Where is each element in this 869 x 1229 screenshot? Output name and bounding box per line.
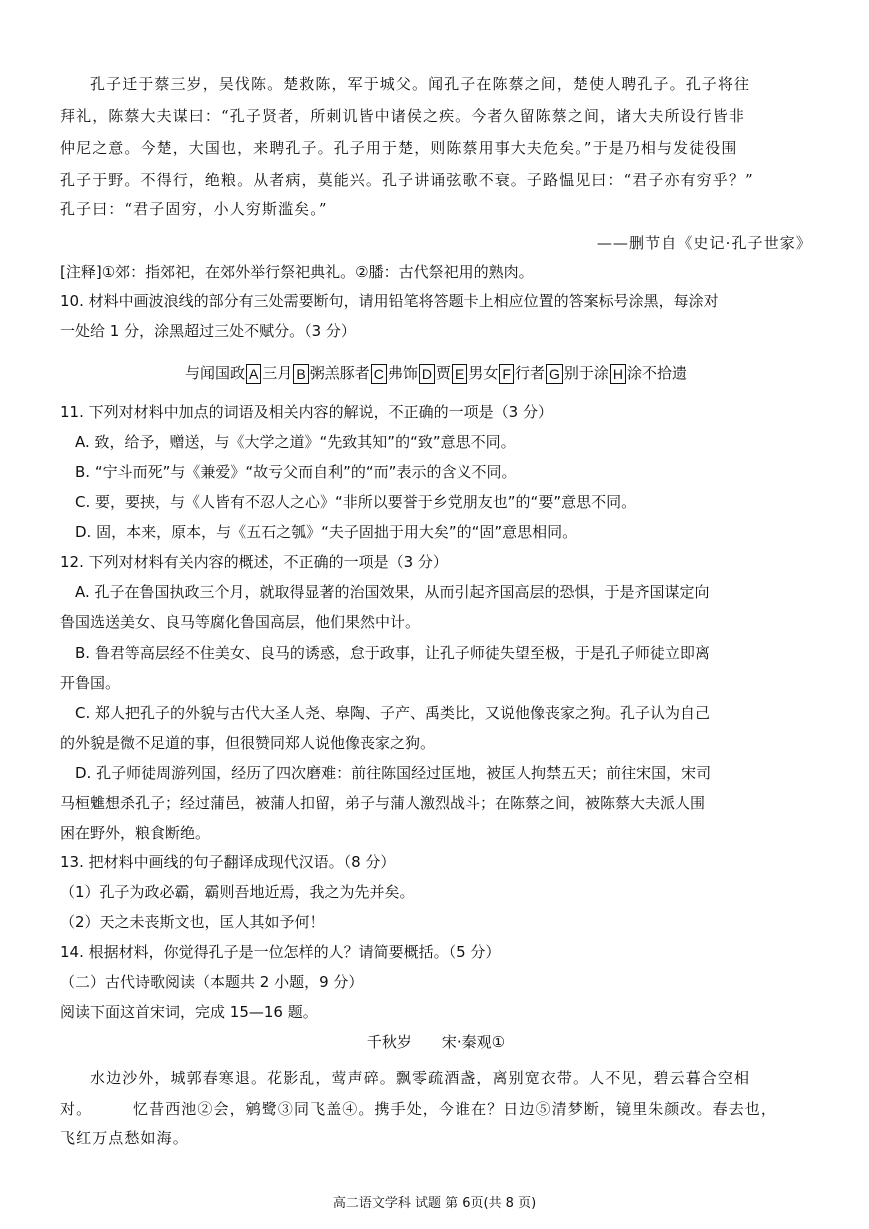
q10-option-box-e[interactable]: E: [452, 364, 467, 384]
passage-line: 孔子于野。不得行，绝粮。从者病，莫能兴。孔子讲诵弦歌不衰。子路愠见曰：“君子亦有穷乎？”: [60, 171, 754, 189]
q12-option-line: 鲁国选送美女、良马等腐化鲁国高层，他们果然中计。: [60, 613, 421, 631]
poem-line: 水边沙外，城郭春寒退。花影乱，莺声碎。飘零疏酒盏，离别宽衣带。人不见，碧云暮合空相: [90, 1069, 751, 1087]
q10-option-box-a[interactable]: A: [246, 364, 261, 384]
section-intro: 阅读下面这首宋词，完成 15—16 题。: [60, 1003, 318, 1021]
passage-line: 孔子曰：“君子固穷，小人穷斯滥矣。”: [60, 200, 328, 218]
q11-option-d: D. 固，本来，原本，与《五石之瓠》“夫子固拙于用大矣”的“固”意思相同。: [75, 523, 578, 541]
q10-stem-line: 一处给 1 分，涂黑超过三处不赋分。（3 分）: [60, 322, 356, 340]
q12-option-line: C. 郑人把孔子的外貌与古代大圣人尧、皋陶、子产、禹类比，又说他像丧家之狗。孔子认为自己: [75, 704, 711, 722]
passage-line: 仲尼之意。今楚，大国也，来聘孔子。孔子用于楚，则陈蔡用事大夫危矣。”于是乃相与发徒役围: [60, 139, 738, 157]
section-heading: （二）古代诗歌阅读（本题共 2 小题，9 分）: [60, 973, 364, 991]
q10-option-box-f[interactable]: F: [499, 364, 514, 384]
q12-option-line: 马桓魋想杀孔子；经过蒲邑，被蒲人扣留，弟子与蒲人激烈战斗；在陈蔡之间，被陈蔡大夫派人围: [60, 794, 706, 812]
q13-item: （1）孔子为政必霸，霸则吾地近焉，我之为先并矣。: [60, 883, 415, 901]
q12-option-line: D. 孔子师徒周游列国，经历了四次磨难：前往陈国经过匡地，被匡人拘禁五天；前往宋国，宋司: [75, 764, 712, 782]
q10-option-box-c[interactable]: C: [371, 364, 387, 384]
annotation-note: [注释]①郊：指郊祀，在郊外举行祭祀典礼。②膰：古代祭祀用的熟肉。: [60, 263, 534, 281]
q10-segment: 别于涂: [563, 364, 609, 382]
page-footer: 高二语文学科 试题 第 6页(共 8 页): [332, 1196, 537, 1211]
q12-option-line: 的外貌是微不足道的事，但很赞同郑人说他像丧家之狗。: [60, 734, 436, 752]
q10-answer-row: [60, 362, 812, 384]
q10-option-box-h[interactable]: H: [610, 364, 626, 384]
q13-item: （2）天之未丧斯文也，匡人其如予何！: [60, 913, 325, 931]
passage-source: ——删节自《史记·孔子世家》: [596, 234, 812, 252]
q10-segment: 行者: [514, 364, 545, 382]
q12-option-line: A. 孔子在鲁国执政三个月，就取得显著的治国效果，从而引起齐国高层的恐惧，于是齐国谋定向: [75, 583, 710, 601]
q10-segment: 涂不拾遗: [626, 364, 687, 382]
poem-line: 对。 忆昔西池②会，鹓鹭③同飞盖④。携手处，今谁在？日边⑤清梦断，镜里朱颜改。春去也，: [60, 1100, 778, 1118]
q11-option-c: C. 要，要挟，与《人皆有不忍人之心》“非所以要誉于乡党朋友也”的“要”意思不同。: [75, 493, 637, 511]
q10-segment: 与闻国政: [185, 364, 246, 382]
poem-title: 千秋岁 宋·秦观①: [366, 1033, 506, 1051]
q10-option-box-g[interactable]: G: [546, 364, 563, 384]
passage-line: 拜礼，陈蔡大夫谋曰：“孔子贤者，所刺讥皆中诸侯之疾。今者久留陈蔡之间，诸大夫所设行皆非: [60, 107, 745, 125]
q11-option-a: A. 致，给予，赠送，与《大学之道》“先致其知”的“致”意思不同。: [75, 433, 516, 451]
q13-stem: 13. 把材料中画线的句子翻译成现代汉语。（8 分）: [60, 853, 396, 871]
q10-segment: 男女: [468, 364, 499, 382]
q10-segment: 弗饰: [387, 364, 418, 382]
question-14: 14. 根据材料，你觉得孔子是一位怎样的人？请简要概括。（5 分）: [60, 943, 501, 961]
q10-segment: 贾: [436, 364, 452, 382]
q11-stem: 11. 下列对材料中加点的词语及相关内容的解说，不正确的一项是（3 分）: [60, 403, 553, 421]
q10-option-box-b[interactable]: B: [293, 364, 308, 384]
q12-option-line: B. 鲁君等高层经不住美女、良马的诱惑，怠于政事，让孔子师徒失望至极，于是孔子师徒立即离: [75, 644, 710, 662]
q10-stem-line: 10. 材料中画波浪线的部分有三处需要断句，请用铅笔将答题卡上相应位置的答案标号涂黑，每涂对: [60, 292, 719, 310]
q12-stem: 12. 下列对材料有关内容的概述，不正确的一项是（3 分）: [60, 553, 448, 571]
passage-line: 孔子迁于蔡三岁，吴伐陈。楚救陈，军于城父。闻孔子在陈蔡之间，楚使人聘孔子。孔子将往: [90, 75, 751, 93]
q10-option-box-d[interactable]: D: [419, 364, 435, 384]
q12-option-line: 困在野外，粮食断绝。: [60, 824, 211, 842]
q12-option-line: 开鲁国。: [60, 674, 121, 692]
poem-line: 飞红万点愁如海。: [60, 1129, 189, 1147]
q11-option-b: B. “宁斗而死”与《兼爱》“故亏父而自利”的“而”表示的含义不同。: [75, 463, 517, 481]
q10-segment: 三月: [262, 364, 293, 382]
q10-segment: 粥羔豚者: [309, 364, 370, 382]
